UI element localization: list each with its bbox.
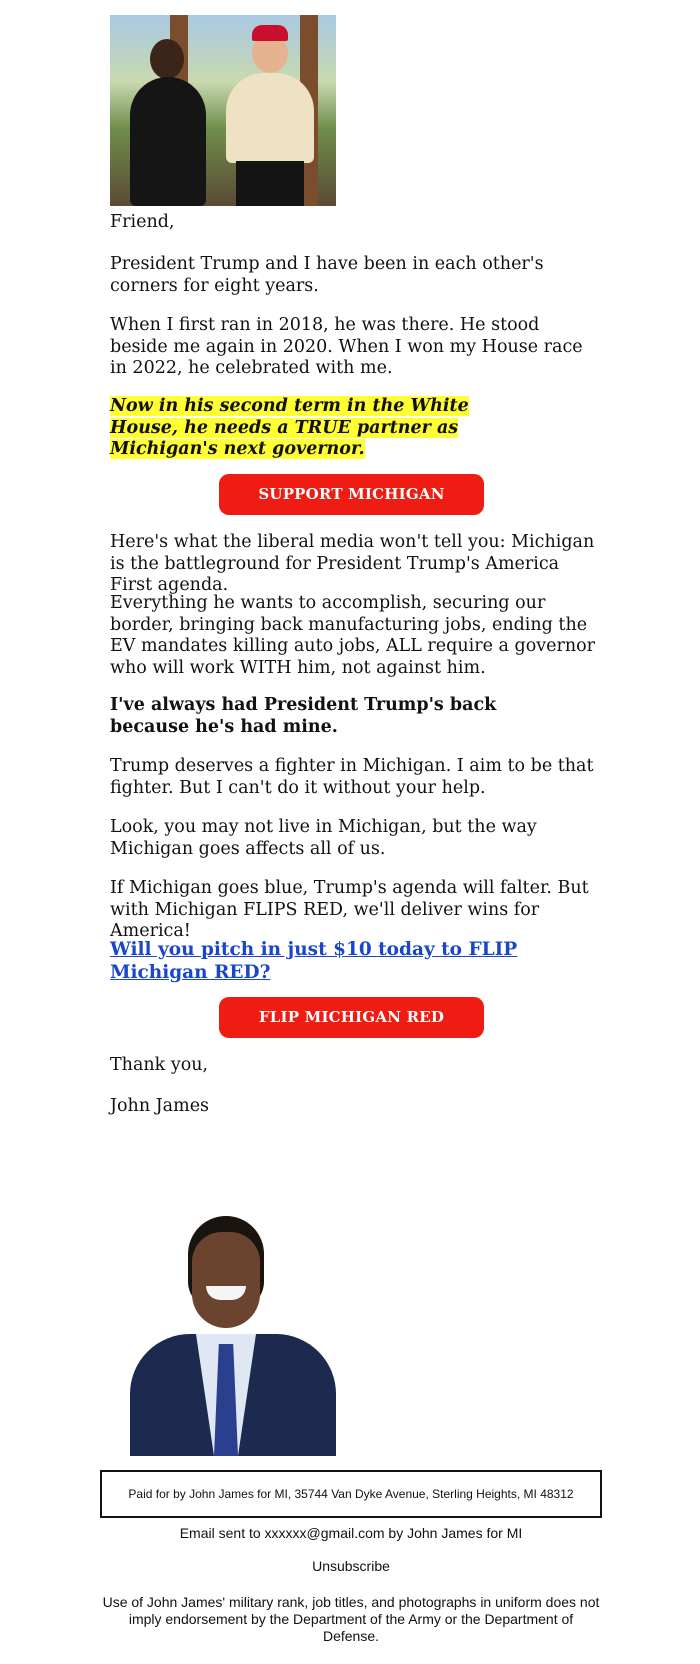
- man-left: [126, 33, 210, 206]
- man-right: [222, 23, 318, 206]
- support-michigan-button[interactable]: SUPPORT MICHIGAN: [219, 474, 484, 515]
- highlight-paragraph: [110, 396, 540, 461]
- paid-for-disclaimer: Paid for by John James for MI, 35744 Van Dyke Avenue, Sterling Heights, MI 48312: [100, 1470, 602, 1518]
- bottom-photo: [110, 1216, 336, 1456]
- paragraph-flips-red: If Michigan goes blue, Trump's agenda will falter. But with Michigan FLIPS RED, we'll deliver wins for America!: [110, 878, 589, 941]
- top-photo: [110, 15, 336, 206]
- email-sent-notice: Email sent to xxxxxx@gmail.com by John James for MI: [179, 1525, 523, 1541]
- greeting: Friend,: [110, 212, 175, 232]
- military-disclaimer: Use of John James' military rank, job titles, and photographs in uniform does not imply endorsement by the Department of the Army or the Department of Defense.: [102, 1594, 600, 1644]
- highlighted-text: Now in his second term in the White House, he needs a TRUE partner as Michigan's next governor.: [110, 396, 469, 459]
- paragraph-battleground: Here's what the liberal media won't tell you: Michigan is the battleground for President Trump's America First agenda.: [110, 532, 595, 595]
- paragraph-corners: President Trump and I have been in each other's corners for eight years.: [110, 254, 544, 296]
- bold-statement: I've always had President Trump's back because he's had mine.: [110, 695, 497, 737]
- paragraph-agenda: Everything he wants to accomplish, securing our border, bringing back manufacturing jobs, ending the EV mandates killing auto jobs, ALL require a governor who will work WITH him, not against him.: [110, 593, 596, 678]
- donate-link-paragraph: [110, 939, 570, 984]
- signature: John James: [110, 1096, 210, 1116]
- unsubscribe-link[interactable]: Unsubscribe: [312, 1558, 390, 1574]
- paragraph-fighter: Trump deserves a fighter in Michigan. I aim to be that fighter. But I can't do it without your help.: [110, 756, 594, 798]
- signoff: Thank you,: [110, 1055, 209, 1075]
- paragraph-affects: Look, you may not live in Michigan, but the way Michigan goes affects all of us.: [110, 817, 537, 859]
- paragraph-history: When I first ran in 2018, he was there. He stood beside me again in 2020. When I won my House race in 2022, he celebrated with me.: [110, 315, 583, 378]
- flip-michigan-red-button[interactable]: FLIP MICHIGAN RED: [219, 997, 484, 1038]
- donate-link[interactable]: Will you pitch in just $10 today to FLIP Michigan RED?: [110, 939, 518, 983]
